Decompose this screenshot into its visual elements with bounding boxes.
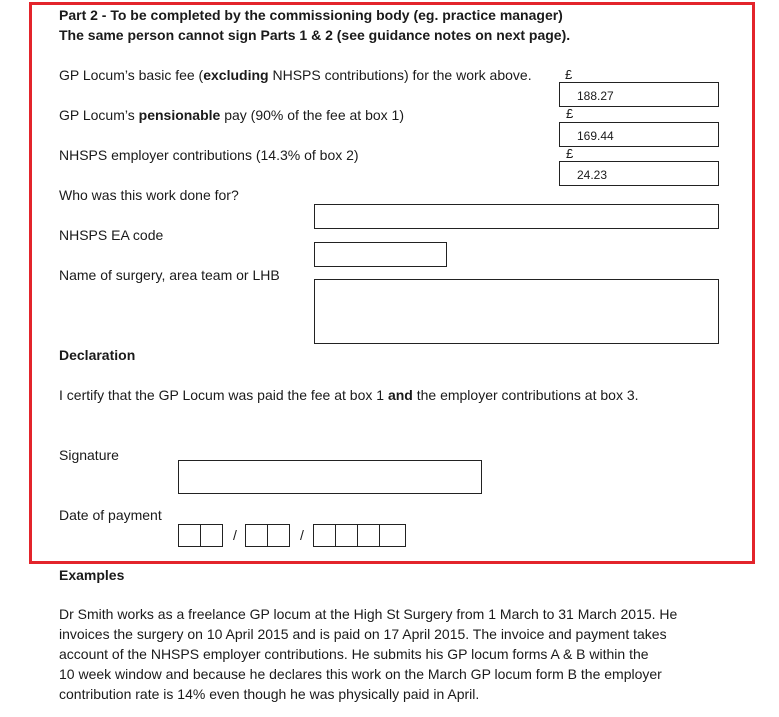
pensionable-label xyxy=(59,107,404,123)
examples-line: account of the NHSPS employer contributions. He submits his GP locum forms A & B within the xyxy=(59,646,649,662)
declaration-text-pre: I certify that the GP Locum was paid the fee at box 1 xyxy=(59,387,388,403)
declaration-text-bold: and xyxy=(387,387,413,403)
part2-title: Part 2 - To be completed by the commissioning body (eg. practice manager) xyxy=(59,7,563,23)
date-year-digit-3[interactable] xyxy=(357,524,380,547)
examples-line: contribution rate is 14% even though he was physically paid in April. xyxy=(59,686,480,702)
basic-fee-label-bold: excluding xyxy=(203,67,269,83)
date-label: Date of payment xyxy=(59,507,162,523)
examples-line: invoices the surgery on 10 April 2015 and is paid on 17 April 2015. The invoice and payment takes xyxy=(59,626,667,642)
work-for-label: Who was this work done for? xyxy=(59,187,239,203)
work-for-field[interactable] xyxy=(314,204,719,229)
surgery-name-label: Name of surgery, area team or LHB xyxy=(59,267,280,283)
basic-fee-value: 188.27 xyxy=(577,89,614,103)
examples-paragraph xyxy=(59,604,729,704)
employer-contrib-label: NHSPS employer contributions (14.3% of box 2) xyxy=(59,147,359,163)
ea-code-label: NHSPS EA code xyxy=(59,227,164,243)
surgery-name-field[interactable] xyxy=(314,279,719,344)
pensionable-field[interactable] xyxy=(559,122,719,147)
date-separator-1: / xyxy=(233,527,237,543)
employer-contrib-field[interactable] xyxy=(559,161,719,186)
basic-fee-currency: £ xyxy=(565,67,573,82)
part2-subtitle: The same person cannot sign Parts 1 & 2 (see guidance notes on next page). xyxy=(59,27,571,43)
examples-line: Dr Smith works as a freelance GP locum at the High St Surgery from 1 March to 31 March 2015. He xyxy=(59,606,678,622)
date-separator-2: / xyxy=(300,527,304,543)
date-month-digit-2[interactable] xyxy=(267,524,290,547)
declaration-text-post: the employer contributions at box 3. xyxy=(412,387,639,403)
date-year-digit-1[interactable] xyxy=(313,524,336,547)
basic-fee-label-pre: GP Locum’s basic fee ( xyxy=(59,67,204,83)
declaration-text xyxy=(59,387,639,403)
employer-contrib-value: 24.23 xyxy=(577,168,608,182)
basic-fee-label xyxy=(59,67,532,83)
date-row-edge xyxy=(178,524,202,547)
date-month-digit-1[interactable] xyxy=(245,524,268,547)
signature-field[interactable] xyxy=(178,460,482,494)
examples-heading: Examples xyxy=(59,567,125,583)
ea-code-field[interactable] xyxy=(314,242,447,267)
date-year-digit-2[interactable] xyxy=(335,524,358,547)
pensionable-label-post: pay (90% of the fee at box 1) xyxy=(220,107,404,123)
pensionable-currency: £ xyxy=(566,106,574,121)
date-day-digit-2[interactable] xyxy=(200,524,223,547)
declaration-heading: Declaration xyxy=(59,347,136,363)
employer-contrib-currency: £ xyxy=(566,146,574,161)
examples-line: 10 week window and because he declares this work on the March GP locum form B the employer xyxy=(59,666,662,682)
date-year-digit-4[interactable] xyxy=(379,524,406,547)
basic-fee-label-post: NHSPS contributions) for the work above. xyxy=(268,67,532,83)
basic-fee-field[interactable] xyxy=(559,82,719,107)
pensionable-label-bold: pensionable xyxy=(138,107,221,123)
signature-label: Signature xyxy=(59,447,119,463)
pensionable-value: 169.44 xyxy=(577,129,614,143)
pensionable-label-pre: GP Locum’s xyxy=(59,107,139,123)
